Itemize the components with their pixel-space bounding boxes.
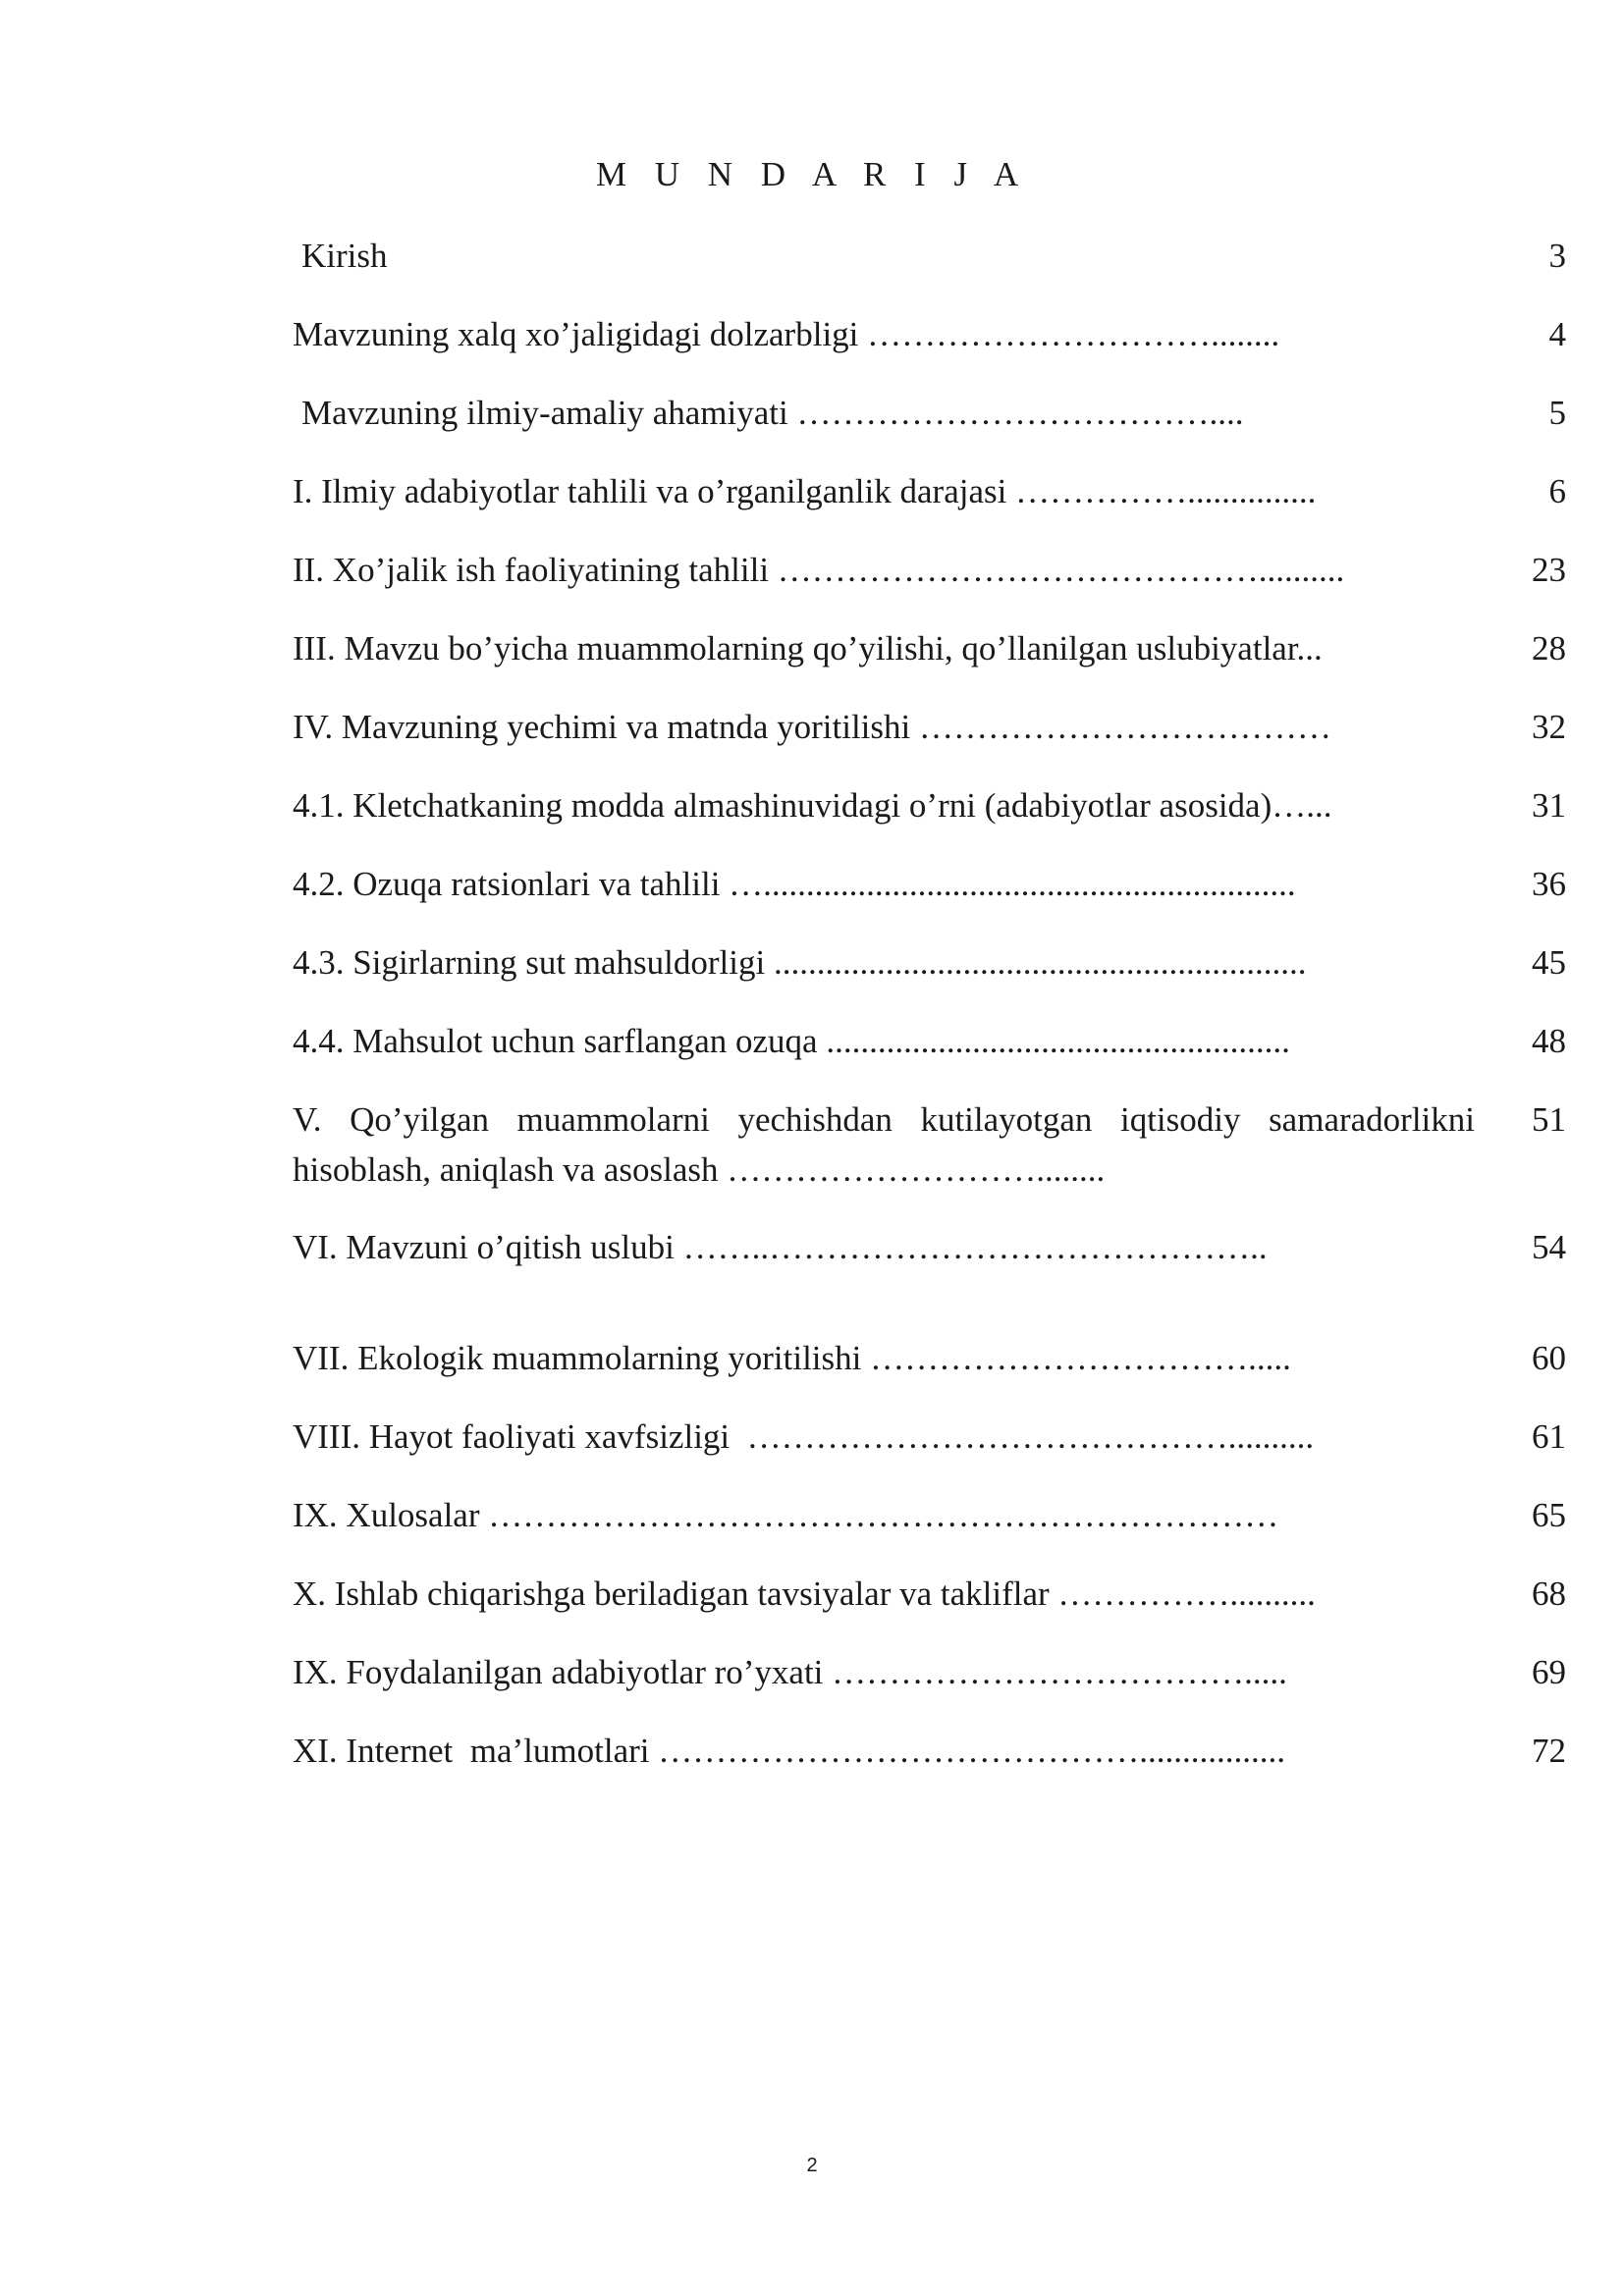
toc-entry-title: Kirish <box>301 237 388 275</box>
toc-entry-page: 69 <box>1532 1653 1566 1691</box>
toc-entry-page: 51 <box>1532 1100 1566 1139</box>
toc-entry-title: XI. Internet ma’lumotlari ……………………………………................. <box>293 1732 1285 1770</box>
toc-entry-page: 5 <box>1548 394 1566 432</box>
toc-entry-page: 60 <box>1532 1339 1566 1377</box>
toc-entry-title: VII. Ekologik muammolarning yoritilishi ……………………………..... <box>293 1339 1291 1377</box>
toc-entry-title: III. Mavzu bo’yicha muammolarning qo’yilishi, qo’llanilgan uslubiyatlar... <box>293 629 1323 667</box>
toc-entry-page: 4 <box>1548 315 1566 353</box>
page-title: M U N D A R I J A <box>595 155 1029 193</box>
toc-entry-page: 54 <box>1532 1228 1566 1266</box>
page-number: 2 <box>806 2155 818 2176</box>
toc-entry-title: 4.2. Ozuqa ratsionlari va tahlili ….............................................................. <box>293 865 1296 903</box>
toc-entry-title: IX. Xulosalar …………………………………………………………… <box>293 1496 1279 1534</box>
toc-entry-page: 68 <box>1532 1575 1566 1613</box>
toc-entry-page: 23 <box>1532 551 1566 589</box>
toc-entry-title: IV. Mavzuning yechimi va matnda yoritilishi ……………………………… <box>293 708 1331 746</box>
toc-entry-page: 6 <box>1548 472 1566 510</box>
toc-entry-title: 4.4. Mahsulot uchun sarflangan ozuqa ...................................................... <box>293 1022 1290 1060</box>
toc-entry-page: 3 <box>1548 237 1566 275</box>
toc-entry-page: 28 <box>1532 629 1566 667</box>
toc-entry-page: 61 <box>1532 1417 1566 1456</box>
toc-entry-title: Mavzuning ilmiy-amaliy ahamiyati ……………………………….... <box>301 394 1244 432</box>
toc-entry-title: VI. Mavzuni o’qitish uslubi ……..…………………………………….. <box>293 1228 1268 1266</box>
toc-entry-page: 36 <box>1532 865 1566 903</box>
toc-entry-title: 4.3. Sigirlarning sut mahsuldorligi .............................................................. <box>293 943 1307 982</box>
toc-entry-title: V. Qo’yilgan muammolarni yechishdan kutilayotgan iqtisodiy samaradorlikni hisoblash, aniqlash va asoslash ………………………........ <box>293 1100 1475 1189</box>
toc-entry-title: I. Ilmiy adabiyotlar tahlili va o’rganilganlik darajasi ……………............... <box>293 472 1317 510</box>
toc-entry-page: 45 <box>1532 943 1566 982</box>
toc-entry-title: 4.1. Kletchatkaning modda almashinuvidagi o’rni (adabiyotlar asosida)…... <box>293 786 1332 825</box>
toc-entry-page: 65 <box>1532 1496 1566 1534</box>
toc-entry-title: II. Xo’jalik ish faoliyatining tahlili …………………………………….......... <box>293 551 1345 589</box>
toc-entry-title: IX. Foydalanilgan adabiyotlar ro’yxati ………………………………..... <box>293 1653 1287 1691</box>
toc-entry-page: 48 <box>1532 1022 1566 1060</box>
toc-entry-page: 72 <box>1532 1732 1566 1770</box>
toc-entry-title: X. Ishlab chiqarishga beriladigan tavsiyalar va takliflar …………….......... <box>293 1575 1316 1613</box>
toc-entry-title: Mavzuning xalq xo’jaligidagi dolzarbligi …………………………........ <box>293 315 1280 353</box>
toc-entry-page: 32 <box>1532 708 1566 746</box>
toc-entry-page: 31 <box>1532 786 1566 825</box>
toc-entry-title: VIII. Hayot faoliyati xavfsizligi …………………………………….......... <box>293 1417 1315 1456</box>
